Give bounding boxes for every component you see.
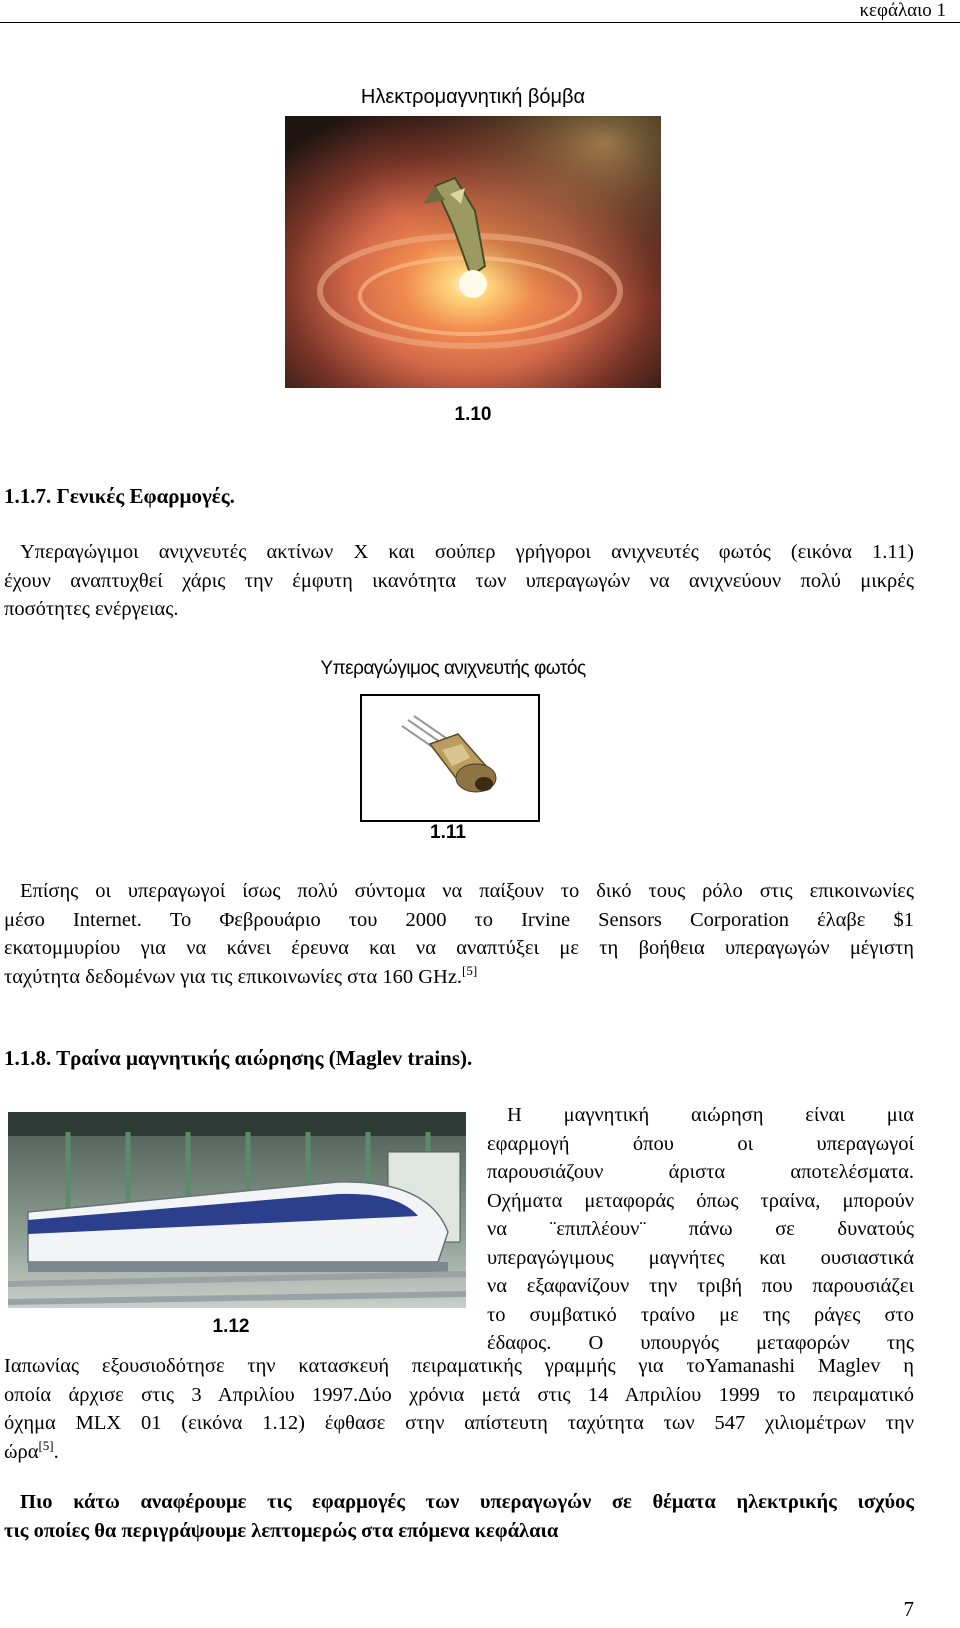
chapter-label: κεφάλαιο 1 [859, 0, 946, 21]
text-line: υπεραγώγιμους μαγνήτες και ουσιαστικά [487, 1246, 914, 1269]
text-line: τις οποίες θα περιγράψουμε λεπτομερώς στα επόμενα κεφάλαια [4, 1519, 559, 1542]
text-fragment: . [53, 1440, 59, 1463]
figure-1-10 [282, 80, 664, 430]
figure-1-11 [298, 654, 628, 850]
text-line: ποσότητες ενέργειας. [4, 598, 179, 620]
photodetector-image-frame [360, 694, 540, 822]
text-line: Η μαγνητική αιώρηση είναι μια [507, 1104, 914, 1126]
closing-paragraph [4, 1488, 914, 1545]
text-line: έχουν αναπτυχθεί χάρις την έμφυτη ικανότητα των υπεραγωγών να ανιχνεύουν πολύ μικρές [4, 569, 914, 592]
figure-number: 1.12 [212, 1316, 250, 1337]
figure-number: 1.10 [454, 404, 492, 425]
text-line: Ιαπωνίας εξουσιοδότησε την κατασκευή πειραματικής γραμμής για τοYamanashi Maglev η [4, 1355, 914, 1377]
header-rule [0, 22, 960, 23]
text-line [4, 1438, 914, 1467]
section-heading-1-1-8: 1.1.8. Τραίνα μαγνητικής αιώρησης (Maglev trains). [4, 1046, 473, 1070]
text-line: οποία άρχισε στις 3 Απριλίου 1997.Δύο χρόνια μετά στις 14 Απριλίου 1999 το πειραματικό [4, 1383, 914, 1406]
paragraph-maglev-side [487, 1101, 914, 1358]
figure-title: Ηλεκτρομαγνητική βόμβα [360, 86, 586, 108]
text-line: όχημα MLX 01 (εικόνα 1.12) έφθασε στην απίστευτη ταχύτητα των 547 χιλιομέτρων την [4, 1412, 914, 1434]
text-fragment: ταχύτητα δεδομένων για τις επικοινωνίες στα 160 GHz. [4, 965, 463, 988]
figure-title: Υπεραγώγιμος ανιχνευτής φωτός [320, 658, 586, 679]
text-line: το συμβατικό τραίνο με της ράγες στο [487, 1303, 914, 1326]
text-line: εκατομμυρίου για να κάνει έρευνα και να αναπτύξει με τη βοήθεια υπεραγωγών μέγιστη [4, 937, 914, 959]
figure-1-12 [8, 1112, 470, 1344]
section-heading-1-1-7: 1.1.7. Γενικές Εφαρμογές. [4, 484, 235, 508]
page-number: 7 [903, 1597, 914, 1621]
text-line: να εξαφανίζουν την τριβή που παρουσιάζει [487, 1275, 914, 1297]
text-line: εφαρμογή όπου οι υπεραγωγοί [487, 1132, 914, 1155]
photodetector-image [362, 696, 538, 820]
reference-marker: [5] [38, 1437, 54, 1453]
paragraph-maglev-full [4, 1352, 914, 1466]
text-line: Οχήματα μεταφοράς όπως τραίνα, μπορούν [487, 1189, 914, 1212]
text-line: Πιο κάτω αναφέρουμε τις εφαρμογές των υπεραγωγών σε θέματα ηλεκτρικής ισχύος [20, 1491, 914, 1513]
paragraph-communications [4, 877, 914, 991]
reference-marker: [5] [462, 962, 478, 978]
text-fragment: ώρα [4, 1440, 39, 1463]
maglev-train-image [8, 1112, 466, 1308]
text-line: έδαφος. Ο υπουργός μεταφορών της [487, 1332, 914, 1354]
text-line: Επίσης οι υπεραγωγοί ίσως πολύ σύντομα να παίξουν το δικό τους ρόλο στις επικοινωνίες [20, 880, 914, 902]
paragraph-detectors [4, 538, 914, 624]
electromagnetic-bomb-image [285, 116, 661, 388]
text-line [4, 963, 914, 992]
text-line: Υπεραγώγιμοι ανιχνευτές ακτίνων X και σούπερ γρήγοροι ανιχνευτές φωτός (εικόνα 1.11) [20, 541, 914, 563]
figure-number: 1.11 [430, 822, 466, 843]
text-line: μέσο Internet. Το Φεβρουάριο του 2000 το Irvine Sensors Corporation έλαβε $1 [4, 908, 914, 931]
text-line: να ¨επιπλέουν¨ πάνω σε δυνατούς [487, 1218, 914, 1240]
text-line: παρουσιάζουν άριστα αποτελέσματα. [487, 1161, 914, 1183]
